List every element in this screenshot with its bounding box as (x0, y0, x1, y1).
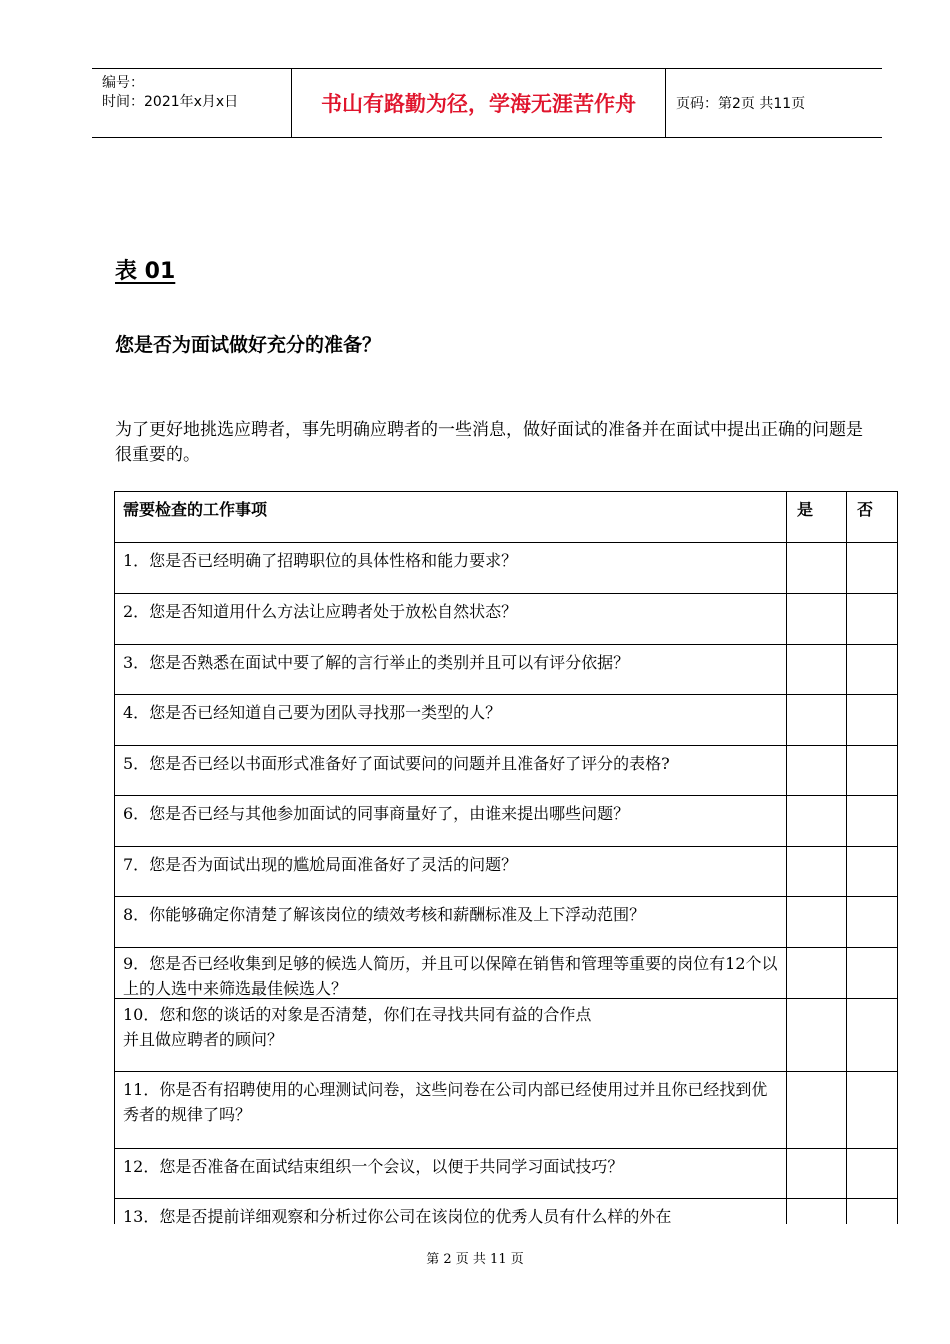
no-cell[interactable] (847, 999, 897, 1071)
header-no: 否 (857, 500, 874, 519)
no-cell[interactable] (847, 1072, 897, 1148)
intro-paragraph: 为了更好地挑选应聘者，事先明确应聘者的一些消息，做好面试的准备并在面试中提出正确的问题是很重要的。 (115, 420, 863, 465)
header-item: 需要检查的工作事项 (115, 492, 787, 542)
yes-cell[interactable] (787, 796, 847, 846)
header-number-label: 编号： (102, 75, 144, 91)
table-row (115, 645, 897, 695)
no-cell[interactable] (847, 796, 897, 846)
no-cell[interactable] (847, 1149, 897, 1198)
question-cell: 11．你是否有招聘使用的心理测试问卷，这些问卷在公司内部已经使用过并且你已经找到优秀者的规律了吗？ (115, 1072, 787, 1148)
header-yes: 是 (787, 492, 847, 542)
table-row (115, 999, 897, 1072)
question-cell: 4．您是否已经知道自己要为团队寻找那一类型的人？ (115, 695, 787, 745)
question-cell: 8．你能够确定你清楚了解该岗位的绩效考核和薪酬标准及上下浮动范围？ (115, 897, 787, 947)
header-meta (92, 69, 292, 137)
no-cell[interactable] (847, 594, 897, 644)
table-row (115, 1199, 897, 1224)
question-cell: 7．您是否为面试出现的尴尬局面准备好了灵活的问题？ (115, 847, 787, 896)
table-row (115, 695, 897, 746)
no-cell[interactable] (847, 695, 897, 745)
header-time-label: 时间：2021年x月x日 (102, 94, 239, 110)
page-header (92, 68, 882, 138)
yes-cell[interactable] (787, 999, 847, 1071)
question-cell: 6．您是否已经与其他参加面试的同事商量好了，由谁来提出哪些问题？ (115, 796, 787, 846)
no-cell[interactable] (847, 847, 897, 896)
table-header-row (115, 492, 897, 543)
table-row (115, 1072, 897, 1149)
no-cell[interactable] (847, 645, 897, 694)
yes-cell[interactable] (787, 645, 847, 694)
yes-cell[interactable] (787, 695, 847, 745)
table-row (115, 847, 897, 897)
header-motto: 书山有路勤为径，学海无涯苦作舟 (292, 69, 666, 137)
question-cell: 9．您是否已经收集到足够的候选人简历，并且可以保障在销售和管理等重要的岗位有12个以上的人选中来筛选最佳候选人？ (115, 948, 787, 998)
yes-cell[interactable] (787, 746, 847, 795)
checklist-table (114, 491, 898, 1224)
yes-cell[interactable] (787, 594, 847, 644)
question-cell: 3．您是否熟悉在面试中要了解的言行举止的类别并且可以有评分依据？ (115, 645, 787, 694)
no-cell[interactable] (847, 543, 897, 593)
table-row (115, 543, 897, 594)
table-row (115, 948, 897, 999)
no-cell[interactable] (847, 897, 897, 947)
question-cell: 10．您和您的谈话的对象是否清楚，你们在寻找共同有益的合作点 并且做应聘者的顾问？ (115, 999, 787, 1071)
page-footer: 第 2 页 共 11 页 (426, 1252, 524, 1267)
question-cell: 1．您是否已经明确了招聘职位的具体性格和能力要求？ (115, 543, 787, 593)
yes-cell[interactable] (787, 1072, 847, 1148)
question-cell: 2．您是否知道用什么方法让应聘者处于放松自然状态？ (115, 594, 787, 644)
yes-cell[interactable] (787, 543, 847, 593)
table-title: 表 01 (115, 259, 176, 284)
header-page-label: 页码：第2页 共11页 (676, 96, 806, 112)
table-row (115, 746, 897, 796)
yes-cell[interactable] (787, 847, 847, 896)
no-cell[interactable] (847, 1199, 897, 1224)
question-cell: 13．您是否提前详细观察和分析过你公司在该岗位的优秀人员有什么样的外在 (115, 1199, 787, 1224)
table-row (115, 594, 897, 645)
yes-cell[interactable] (787, 1149, 847, 1198)
question-cell: 5．您是否已经以书面形式准备好了面试要问的问题并且准备好了评分的表格? (115, 746, 787, 795)
yes-cell[interactable] (787, 948, 847, 998)
table-row (115, 796, 897, 847)
no-cell[interactable] (847, 746, 897, 795)
section-subtitle: 您是否为面试做好充分的准备？ (115, 334, 382, 356)
yes-cell[interactable] (787, 897, 847, 947)
no-cell[interactable] (847, 948, 897, 998)
yes-cell[interactable] (787, 1199, 847, 1224)
table-row (115, 1149, 897, 1199)
table-row (115, 897, 897, 948)
question-cell: 12．您是否准备在面试结束组织一个会议，以便于共同学习面试技巧？ (115, 1149, 787, 1198)
